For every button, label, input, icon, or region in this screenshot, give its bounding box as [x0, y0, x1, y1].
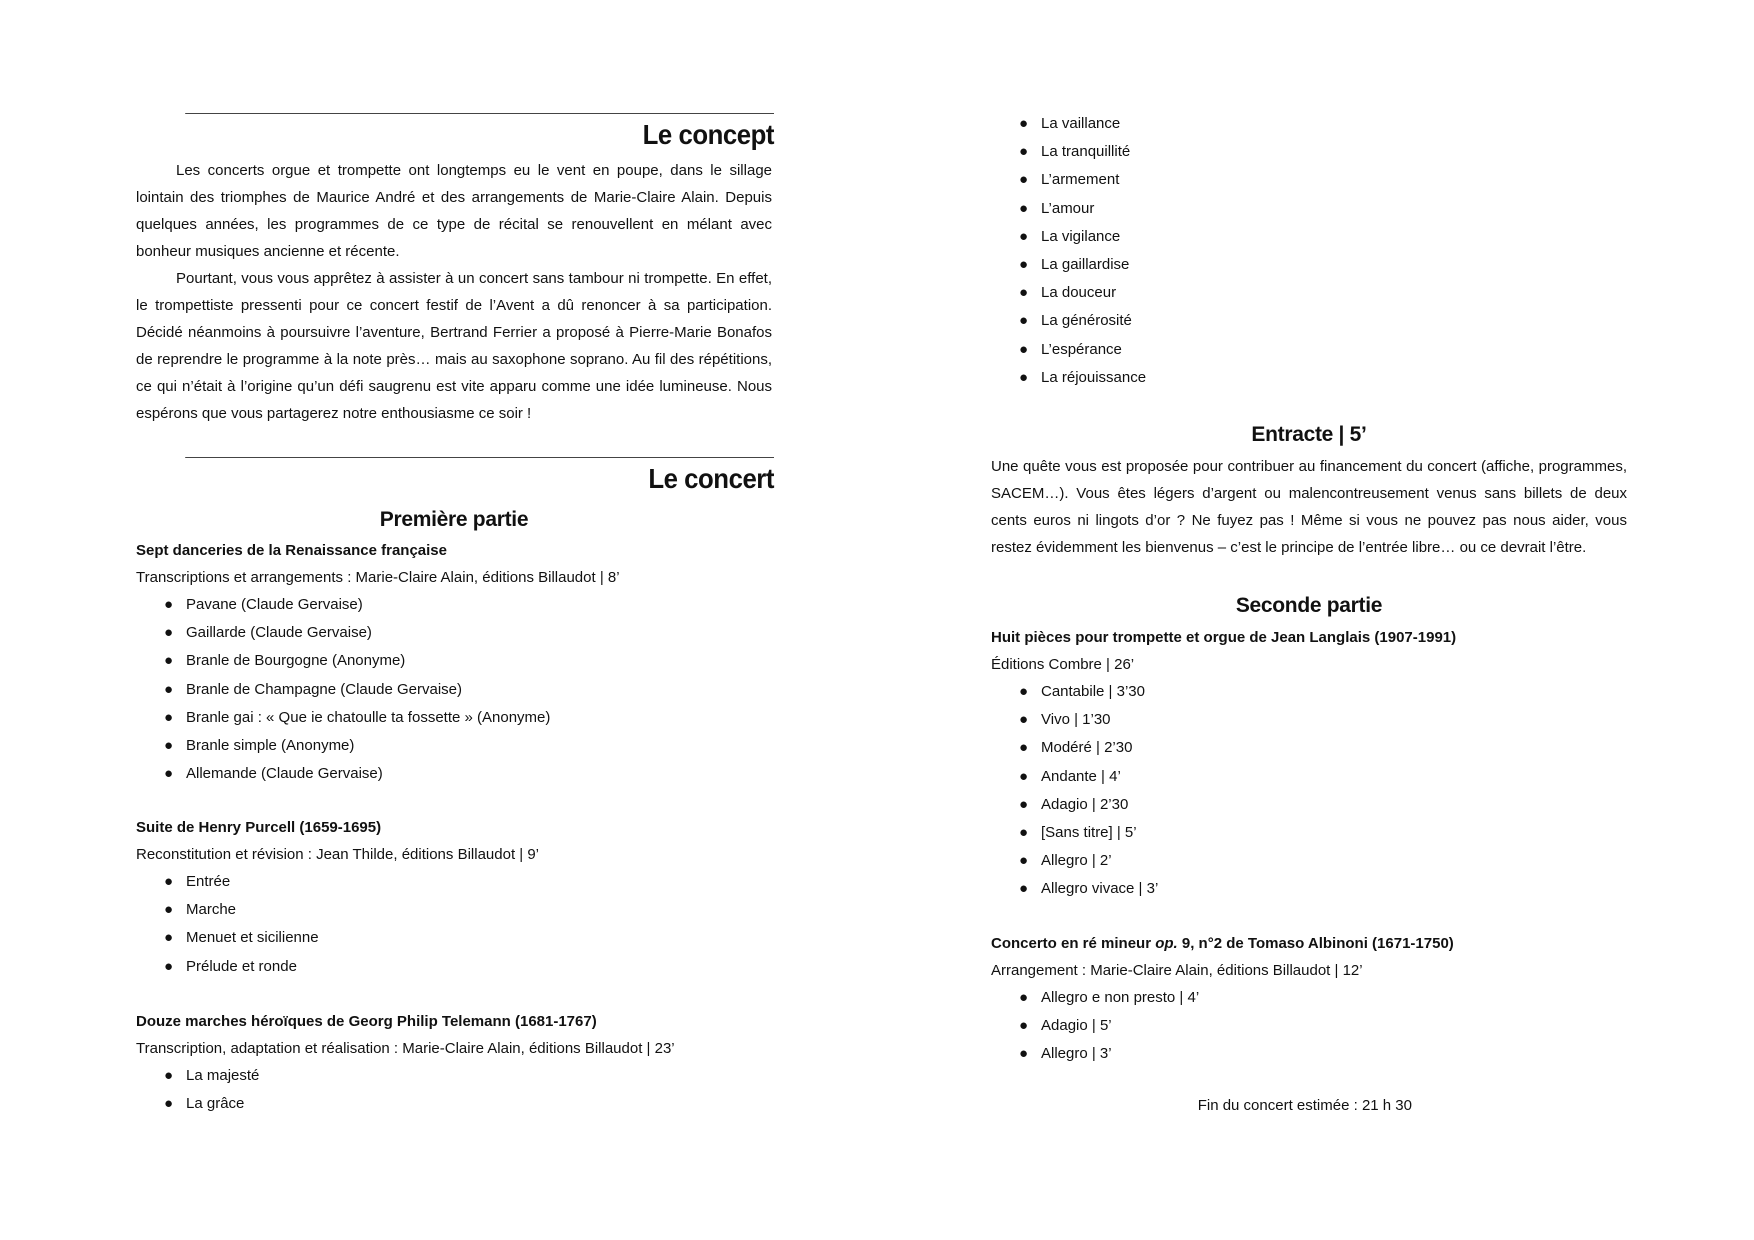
list-item: ● Allegro e non presto | 4’ [991, 984, 1627, 1012]
list-item: ● L’amour [991, 195, 1146, 223]
bullet-icon: ● [164, 680, 174, 698]
bullet-icon: ● [1019, 284, 1029, 302]
list-item: ● La douceur [991, 279, 1146, 307]
list-item: ● L’espérance [991, 336, 1146, 364]
bullet-icon: ● [1019, 368, 1029, 386]
concept-paragraph: Les concerts orgue et trompette ont longtemps eu le vent en poupe, dans le sillage lointain des triomphes de Maurice André et des arrangements de Marie-Claire Alain. Depuis quelques années, les programmes de ce type de récital se renouvellent en mélant avec bonheur musiques ancienne et récente. [136, 162, 772, 260]
bullet-icon: ● [1019, 739, 1029, 757]
seconde-partie-heading: Seconde partie [1235, 594, 1383, 617]
piece-danceries [136, 537, 772, 788]
list-item: ● La générosité [991, 307, 1146, 335]
bullet-icon: ● [1019, 880, 1029, 898]
list-item: ● Branle gai : « Que ie chatoulle ta fossette » (Anonyme) [136, 704, 772, 732]
list-item: ● Prélude et ronde [136, 953, 772, 981]
piece-title: Sept danceries de la Renaissance française [136, 542, 447, 559]
list-item: ● Cantabile | 3’30 [991, 678, 1627, 706]
list-item: ● Allegro vivace | 3’ [991, 875, 1627, 903]
bullet-icon: ● [1019, 143, 1029, 161]
list-item: ● La tranquillité [991, 138, 1146, 166]
bullet-icon: ● [164, 1067, 174, 1084]
list-item: ● La réjouissance [991, 364, 1146, 392]
list-item: ● La gaillardise [991, 251, 1146, 279]
movement-list [136, 1062, 772, 1118]
bullet-icon: ● [164, 652, 174, 670]
piece-title: Douze marches héroïques de Georg Philip Telemann (1681-1767) [136, 1013, 597, 1030]
list-item: ● Allegro | 2’ [991, 847, 1627, 875]
list-item: ● La majesté [136, 1062, 772, 1090]
bullet-icon: ● [1019, 989, 1029, 1006]
movement-list [136, 868, 772, 981]
piece-description: Arrangement : Marie-Claire Alain, éditions Billaudot | 12’ [991, 962, 1363, 979]
piece-description: Transcription, adaptation et réalisation : Marie-Claire Alain, éditions Billaudot | 23’ [136, 1040, 675, 1057]
list-item: ● Allegro | 3’ [991, 1040, 1627, 1068]
entracte-text: Une quête vous est proposée pour contribuer au financement du concert (affiche, programmes, SACEM…). Vous êtes légers d’argent ou malencontreusement venus sans billets de deux cents euros ni lingots d’or ? Ne fuyez pas ! Même si vous ne pouvez pas nous aider, vous restez évidemment les bienvenus – c’est le principe de l’entrée libre… ou ce devrait l’être. [991, 458, 1627, 556]
piece-description: Transcriptions et arrangements : Marie-Claire Alain, éditions Billaudot | 8’ [136, 569, 620, 586]
bullet-icon: ● [1019, 852, 1029, 870]
list-item: ● Adagio | 5’ [991, 1012, 1627, 1040]
list-item: ● Menuet et sicilienne [136, 924, 772, 952]
list-item: ● La vaillance [991, 110, 1146, 138]
bullet-icon: ● [164, 873, 174, 890]
concept-heading: Le concept [185, 113, 774, 154]
bullet-icon: ● [1019, 256, 1029, 274]
concert-heading: Le concert [185, 457, 774, 498]
bullet-icon: ● [1019, 340, 1029, 358]
bullet-icon: ● [1019, 767, 1029, 785]
piece-purcell [136, 814, 772, 981]
concept-paragraph: Pourtant, vous vous apprêtez à assister à un concert sans tambour ni trompette. En effet, le trompettiste pressenti pour ce concert festif de l’Avent a dû renoncer à sa participation. Décidé néanmoins à poursuivre l’aventure, Bertrand Ferrier a proposé à Pierre-Marie Bonafos de reprendre le programme à la note près… mais au saxophone soprano. Au fil des répétitions, ce qui n’était à l’origine qu’un défi saugrenu est vite apparu comme une idée lumineuse. Nous espérons que vous partagerez notre enthousiasme ce soir ! [136, 270, 772, 422]
bullet-icon: ● [1019, 1045, 1029, 1063]
bullet-icon: ● [164, 596, 174, 613]
piece-title: Concerto en ré mineur op. 9, n°2 de Tomaso Albinoni (1671-1750) [991, 935, 1454, 952]
list-item: ● Pavane (Claude Gervaise) [136, 591, 772, 619]
bullet-icon: ● [1019, 312, 1029, 330]
movement-list-continued [991, 110, 1146, 392]
bullet-icon: ● [1019, 199, 1029, 217]
list-item: ● Adagio | 2’30 [991, 791, 1627, 819]
bullet-icon: ● [164, 765, 174, 783]
movement-list [991, 984, 1627, 1069]
piece-description: Éditions Combre | 26’ [991, 656, 1135, 673]
list-item: ● Modéré | 2’30 [991, 734, 1627, 762]
bullet-icon: ● [1019, 824, 1029, 842]
list-item: ● Andante | 4’ [991, 763, 1627, 791]
bullet-icon: ● [164, 1095, 174, 1113]
bullet-icon: ● [1019, 795, 1029, 813]
list-item: ● Branle simple (Anonyme) [136, 732, 772, 760]
bullet-icon: ● [1019, 171, 1029, 189]
list-item: ● Branle de Champagne (Claude Gervaise) [136, 676, 772, 704]
piece-telemann [136, 1008, 772, 1118]
list-item: ● Gaillarde (Claude Gervaise) [136, 619, 772, 647]
list-item: ● Branle de Bourgogne (Anonyme) [136, 647, 772, 675]
piece-albinoni [991, 930, 1627, 1069]
bullet-icon: ● [1019, 711, 1029, 729]
piece-langlais [991, 624, 1627, 904]
bullet-icon: ● [164, 737, 174, 755]
piece-description: Reconstitution et révision : Jean Thilde, éditions Billaudot | 9’ [136, 846, 540, 863]
bullet-icon: ● [164, 901, 174, 919]
bullet-icon: ● [1019, 1017, 1029, 1035]
list-item: ● Marche [136, 896, 772, 924]
movement-list [991, 678, 1627, 904]
concept-text [136, 157, 772, 427]
premiere-partie-heading: Première partie [379, 508, 529, 531]
bullet-icon: ● [164, 708, 174, 726]
bullet-icon: ● [164, 624, 174, 642]
entracte-heading: Entracte | 5’ [1251, 423, 1367, 446]
end-time-note: Fin du concert estimée : 21 h 30 [1197, 1097, 1412, 1114]
bullet-icon: ● [164, 957, 174, 975]
list-item: ● L’armement [991, 166, 1146, 194]
list-item: ● La vigilance [991, 223, 1146, 251]
list-item: ● Allemande (Claude Gervaise) [136, 760, 772, 788]
movement-list [136, 591, 772, 788]
piece-title: Suite de Henry Purcell (1659-1695) [136, 819, 382, 836]
list-item: ● Vivo | 1’30 [991, 706, 1627, 734]
list-item: ● Entrée [136, 868, 772, 896]
list-item: ● La grâce [136, 1090, 772, 1118]
bullet-icon: ● [1019, 683, 1029, 700]
bullet-icon: ● [1019, 227, 1029, 245]
piece-title: Huit pièces pour trompette et orgue de Jean Langlais (1907-1991) [991, 629, 1457, 646]
bullet-icon: ● [164, 929, 174, 947]
list-item: ● [Sans titre] | 5’ [991, 819, 1627, 847]
bullet-icon: ● [1019, 115, 1029, 132]
